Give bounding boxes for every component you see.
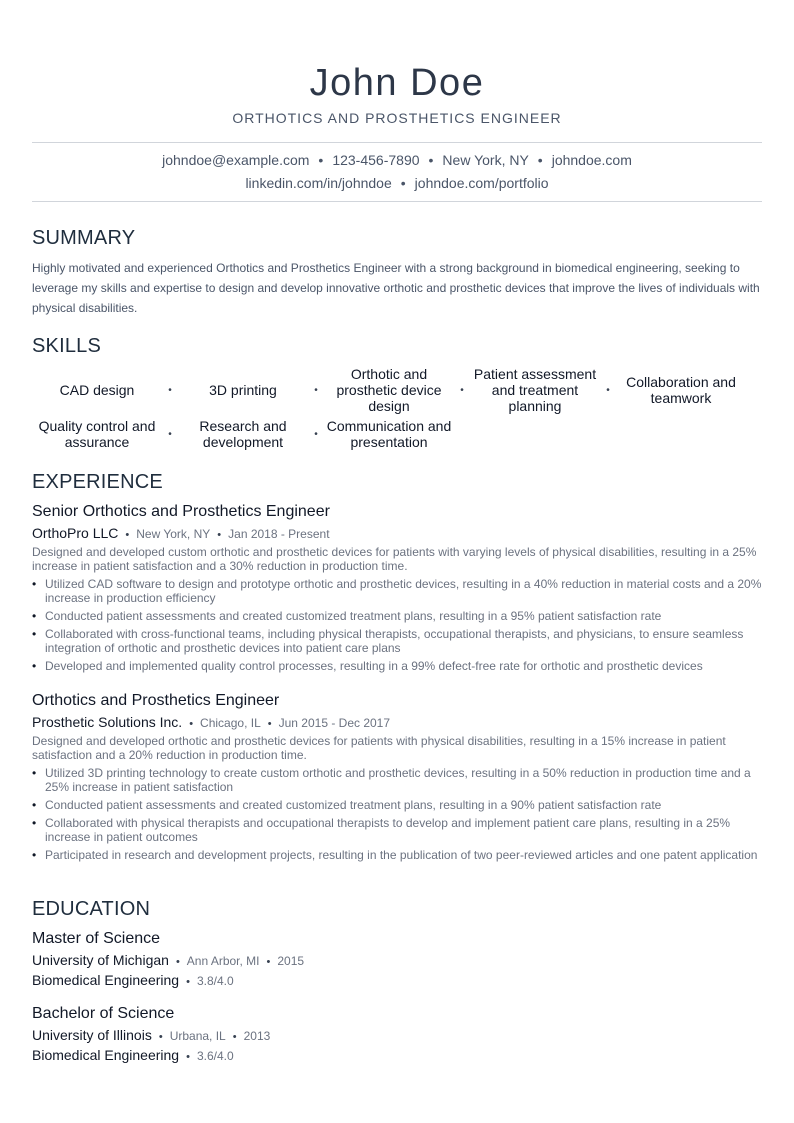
job-meta: [32, 525, 330, 541]
contact-linkedin[interactable]: linkedin.com/in/johndoe: [245, 175, 392, 191]
job-bullet: • Utilized CAD software to design and prototype orthotic and prosthetic devices, resulting in a 40% reduction in material costs and a 20% increase in production efficiency: [32, 577, 762, 605]
skill-separator: •: [460, 384, 464, 396]
degree-location: Ann Arbor, MI: [186, 954, 260, 968]
skill-item: Patient assessment and treatment planning: [473, 366, 597, 414]
skill-separator: •: [606, 384, 610, 396]
job-dates: Jun 2015 - Dec 2017: [278, 716, 391, 730]
meta-separator: •: [186, 976, 190, 988]
contact-portfolio[interactable]: johndoe.com/portfolio: [414, 175, 549, 191]
skill-separator: •: [168, 428, 172, 440]
degree-school-meta: [32, 1027, 270, 1043]
job-description: Designed and developed orthotic and prosthetic devices for patients with physical disabilities, resulting in a 15% increase in patient satisfaction and a 20% reduction in production time.: [32, 734, 726, 762]
meta-separator: •: [186, 1051, 190, 1063]
job-dates: Jan 2018 - Present: [228, 527, 330, 541]
contact-separator: •: [428, 152, 434, 168]
skill-item: 3D printing: [209, 382, 277, 398]
job-bullets: [32, 577, 762, 677]
skill-item: Collaboration and teamwork: [626, 374, 736, 406]
meta-separator: •: [267, 718, 272, 730]
job-bullet: • Utilized 3D printing technology to create custom orthotic and prosthetic devices, resulting in a 50% reduction in production time and a 25% increase in patient satisfaction: [32, 766, 762, 794]
job-location: Chicago, IL: [200, 716, 261, 730]
skill-item: Research and development: [199, 418, 287, 450]
contact-separator: •: [318, 152, 324, 168]
meta-separator: •: [158, 1031, 163, 1043]
skill-separator: •: [314, 384, 318, 396]
experience-heading: EXPERIENCE: [32, 471, 163, 493]
meta-separator: •: [266, 956, 271, 968]
job-bullets: [32, 766, 762, 866]
skills-row-2: [32, 409, 762, 459]
job-bullet: • Developed and implemented quality control processes, resulting in a 99% defect-free rate for orthotic and prosthetic devices: [32, 659, 762, 673]
meta-separator: •: [125, 529, 130, 541]
degree-school-meta: [32, 952, 304, 968]
candidate-title: ORTHOTICS AND PROSTHETICS ENGINEER: [232, 110, 562, 126]
contact-location: New York, NY: [442, 152, 529, 168]
skill-separator: •: [314, 428, 318, 440]
degree-major-meta: [32, 972, 234, 988]
degree-major: Biomedical Engineering: [32, 972, 180, 988]
skill-separator: •: [168, 384, 172, 396]
meta-separator: •: [232, 1031, 237, 1043]
job-bullet: • Collaborated with cross-functional teams, including physical therapists, occupational therapists, and physicians, to ensure seamless integration of orthotic and prosthetic devices into patient care plans: [32, 627, 762, 655]
degree-title: Master of Science: [32, 930, 161, 947]
contact-phone[interactable]: 123-456-7890: [332, 152, 420, 168]
meta-separator: •: [217, 529, 222, 541]
meta-separator: •: [175, 956, 180, 968]
summary-text: Highly motivated and experienced Orthotics and Prosthetics Engineer with a strong background in biomedical engineering, seeking to leverage my skills and expertise to design and develop innovative orthotic and prosthetic devices that improve the lives of individuals with physical disabilities.: [32, 261, 760, 315]
degree-school: University of Illinois: [32, 1027, 152, 1043]
contact-email[interactable]: johndoe@example.com: [162, 152, 310, 168]
candidate-name: John Doe: [309, 62, 485, 104]
job-title: Senior Orthotics and Prosthetics Engineer: [32, 503, 330, 520]
contact-website[interactable]: johndoe.com: [551, 152, 632, 168]
degree-title: Bachelor of Science: [32, 1005, 175, 1022]
contact-separator: •: [537, 152, 543, 168]
degree-school: University of Michigan: [32, 952, 169, 968]
degree-major: Biomedical Engineering: [32, 1047, 180, 1063]
job-bullet: • Participated in research and development projects, resulting in the publication of two peer-reviewed articles and one patent application: [32, 848, 762, 862]
contact-line-1: [32, 152, 762, 168]
contact-separator: •: [400, 175, 406, 191]
job-meta: [32, 714, 390, 730]
job-title: Orthotics and Prosthetics Engineer: [32, 692, 280, 709]
skill-item: Orthotic and prosthetic device design: [336, 366, 442, 414]
summary-heading: SUMMARY: [32, 227, 136, 249]
degree-year: 2013: [243, 1029, 271, 1043]
job-company: OrthoPro LLC: [32, 525, 119, 541]
skills-heading: SKILLS: [32, 335, 102, 357]
degree-gpa: 3.6/4.0: [196, 1049, 234, 1063]
job-bullet: • Collaborated with physical therapists and occupational therapists to develop and implement patient care plans, resulting in a 25% increase in patient outcomes: [32, 816, 762, 844]
job-location: New York, NY: [136, 527, 211, 541]
meta-separator: •: [189, 718, 194, 730]
skill-item: Quality control and assurance: [38, 418, 156, 450]
degree-gpa: 3.8/4.0: [196, 974, 234, 988]
skill-item: Communication and presentation: [326, 418, 452, 450]
job-bullet: • Conducted patient assessments and created customized treatment plans, resulting in a 95% patient satisfaction rate: [32, 609, 762, 623]
header-bottom-divider: [32, 201, 762, 202]
degree-year: 2015: [277, 954, 305, 968]
contact-line-2: [32, 175, 762, 191]
degree-major-meta: [32, 1047, 234, 1063]
job-company: Prosthetic Solutions Inc.: [32, 714, 183, 730]
job-bullet: • Conducted patient assessments and created customized treatment plans, resulting in a 90% patient satisfaction rate: [32, 798, 762, 812]
education-heading: EDUCATION: [32, 898, 151, 920]
header-top-divider: [32, 142, 762, 143]
skill-item: CAD design: [59, 382, 135, 398]
job-description: Designed and developed custom orthotic and prosthetic devices for patients with varying levels of physical disabilities, resulting in a 25% increase in patient satisfaction and a 30% reduction in production time.: [32, 545, 757, 573]
degree-location: Urbana, IL: [169, 1029, 226, 1043]
